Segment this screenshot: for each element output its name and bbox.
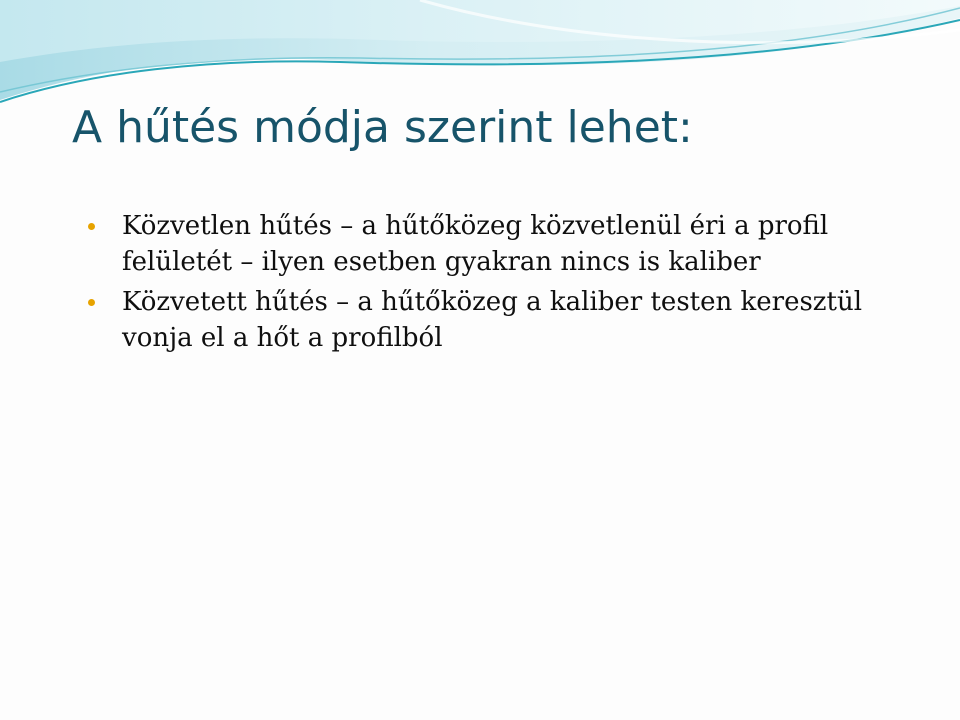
bullet-list (84, 208, 884, 356)
slide-title: A hűtés módja szerint lehet: (72, 102, 693, 153)
bullet-item-direct-cooling (84, 208, 884, 280)
bullet-text: Közvetlen hűtés – a hűtőközeg közvetlenül éri a profil felületét – ilyen esetben gyakran nincs is kaliber (122, 211, 829, 277)
bullet-marker-icon (88, 223, 95, 230)
bullet-text: Közvetett hűtés – a hűtőközeg a kaliber testen keresztül vonja el a hőt a profilból (122, 287, 863, 353)
bullet-marker-icon (88, 299, 95, 306)
bullet-item-indirect-cooling (84, 284, 884, 356)
